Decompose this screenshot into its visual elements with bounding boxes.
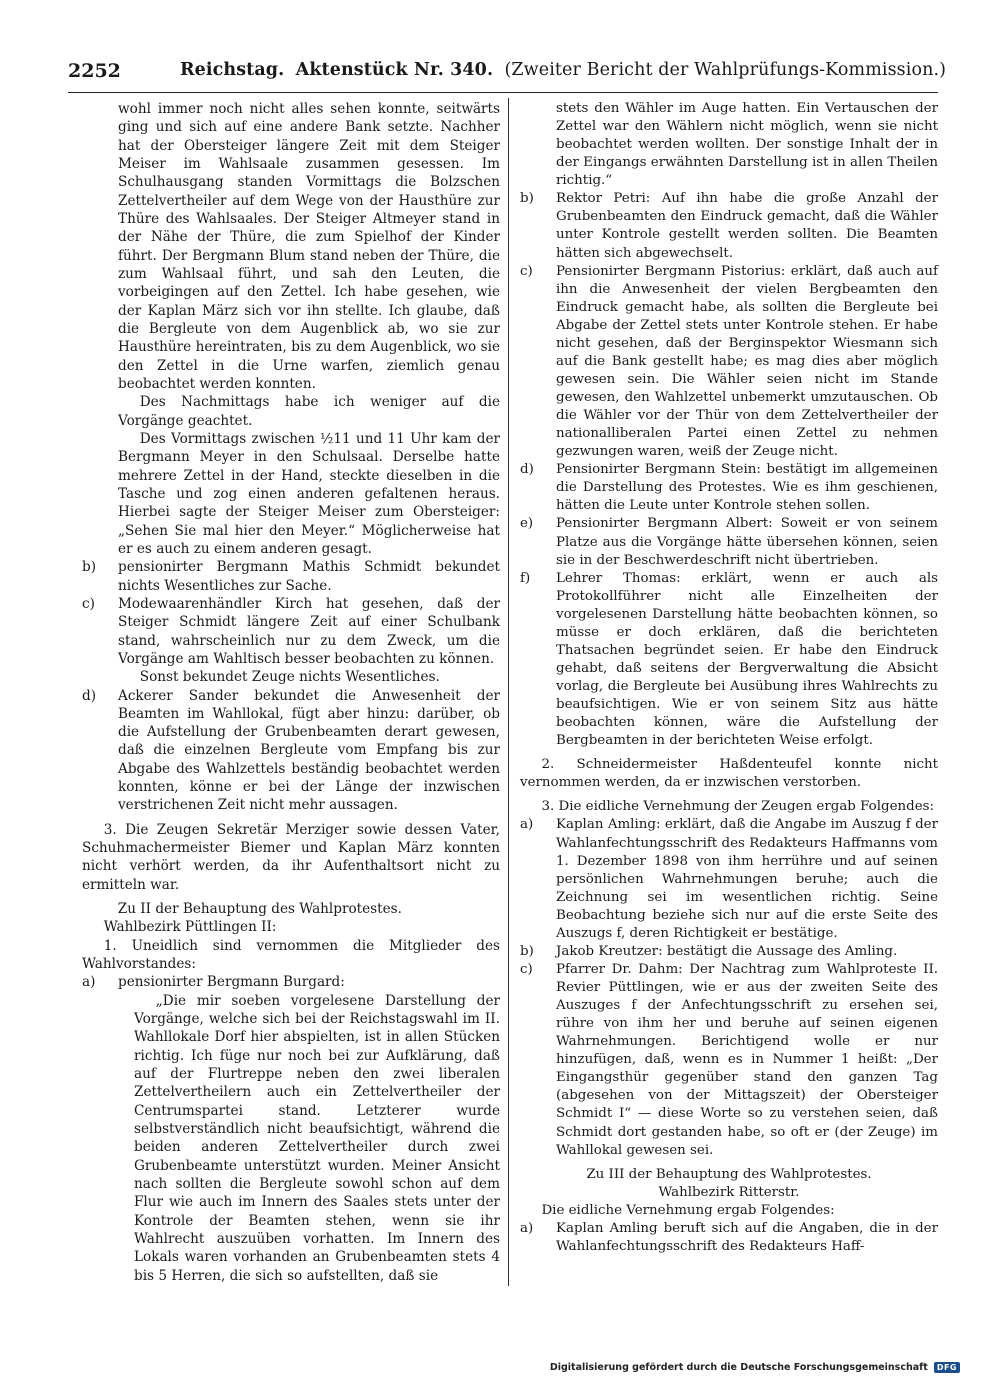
list-text: Pfarrer Dr. Dahm: Der Nachtrag zum Wahlproteste II. Revier Püttlingen, wie er aus der zweiten Seite des Auszuges f der Anfechtungsschrift zu ersehen sei, rühre von ihm her und beruhe auf seinen eigenen Wahrnehmungen. Berichtigend wolle er nur hinzufügen, daß, wenn es in Nummer 1 heißt: „Der Eingangsthür gegenüber stand den ganzen Tag (abgesehen von der Mittagszeit) der Obersteiger Schmidt I“ — diese Worte so zu verstehen seien, daß Schmidt dort gestanden habe, so oft er (der Zeuge) im Wahllokal gewesen sei. [556,961,938,1158]
list-item [82,973,500,991]
list-marker: a) [520,1220,534,1236]
quotation-continued: stets den Wähler im Auge hatten. Ein Vertauschen der Zettel war den Wählern nicht möglich, wenn sie nicht beobachtet werden wollten. Der sonstige Inhalt der in der Eingangs erwähnten Darstellung ist in allen Theilen richtig.“ [556,101,938,189]
right-column [520,100,938,1256]
paragraph: Des Nachmittags habe ich weniger auf die Vorgänge geachtet. [118,394,500,429]
running-head-document: Aktenstück Nr. 340. [295,60,494,80]
list-text: Rektor Petri: Auf ihn habe die große Anzahl der Grubenbeamten den Eindruck gemacht, daß die Wähler unter Kontrole gestellt werden sollten. Die Beamten hätten sich abgewechselt. [556,191,938,261]
list-marker: d) [82,687,97,704]
list-item [520,190,938,262]
section-subheading: Wahlbezirk Ritterstr. [658,1184,800,1200]
list-marker: b) [520,943,534,959]
paragraph: Die eidliche Vernehmung ergab Folgendes: [541,1202,835,1218]
list-marker: d) [520,462,534,478]
list-marker: a) [82,974,96,991]
running-head-subtitle: (Zweiter Bericht der Wahlprüfungs-Kommission.) [504,60,947,80]
list-item [520,570,938,751]
paragraph: Sonst bekundet Zeuge nichts Wesentliches. [139,669,440,686]
header-rule [68,92,938,93]
list-item [520,1220,938,1256]
list-marker: e) [520,516,534,532]
paragraph: Des Vormittags zwischen ½11 und 11 Uhr kam der Bergmann Meyer in den Schulsaal. Derselbe hatte mehrere Zettel in der Hand, steckte dieselben in die Tasche und zog einen anderen gefaltenen heraus. Hierbei sagte der Steiger Meiser zum Obersteiger: „Sehen Sie mal hier den Meyer.“ Möglicherweise hat er es auch zu einem anderen gesagt. [118,430,500,557]
list-item [520,263,938,462]
list-item [520,816,938,942]
list-text: Modewaarenhändler Kirch hat gesehen, daß der Steiger Schmidt längere Zeit auf einer Schulbank stand, wahrscheinlich nur zu dem Zweck, um die Vorgänge am Wahltisch besser beobachten zu können. [118,595,500,667]
list-text: Ackerer Sander bekundet die Anwesenheit der Beamten im Wahllokal, fügt aber hinzu: darüber, ob die Aufstellung der Grubenbeamten derart gewesen, daß die einzelnen Bergleute vom Empfang bis zur Abgabe des Wahlzettels beständig beobachtet werden konnten, könne er bei der Länge der inzwischen verstrichenen Zeit nicht mehr aussagen. [118,687,500,814]
list-item [82,595,500,668]
list-marker: a) [520,817,534,833]
list-marker: c) [520,961,533,977]
section-heading: Zu II der Behauptung des Wahlprotestes. [117,901,402,918]
paragraph: 2. Schneidermeister Haßdenteufel konnte nicht vernommen werden, da er inzwischen verstorben. [520,757,938,791]
list-text: pensionirter Bergmann Burgard: [118,974,345,991]
list-item [520,515,938,569]
credit-text: Digitalisierung gefördert durch die Deutsche Forschungsgemeinschaft [549,1362,928,1373]
running-head [180,60,946,80]
section-heading: Zu III der Behauptung des Wahlprotestes. [586,1166,872,1182]
list-item [82,558,500,595]
list-text: pensionirter Bergmann Mathis Schmidt bekundet nichts Wesentliches zur Sache. [118,559,500,594]
list-text: Pensionirter Bergmann Pistorius: erklärt, daß auch auf ihn die Anwesenheit der vielen Bergbeamten den Eindruck gemacht habe, als sollten die Bergleute bei Abgabe der Zettel stets unter Kontrole stehen. Er habe nicht gesehen, daß der Berginspektor Wiesmann sich auf die Bank gestellt habe; es mag dies aber möglich gewesen sein. Die Wähler seien nicht im Stande gewesen, den Wahlzettel unbemerkt umzutauschen. Ob die Wähler vor der Thür von dem Zettelvertheiler der nationalliberalen Partei einen Zettel zu nehmen gezwungen waren, weiß der Zeuge nicht. [556,263,938,460]
list-text: Kaplan Amling: erklärt, daß die Angabe im Auszug f der Wahlanfechtungsschrift des Redakteurs Haffmanns vom 1. Dezember 1898 von ihm herrühre und auf seinen persönlichen Wahrnehmungen beruhe; auch die Zeichnung sei im wesentlichen richtig. Seine Beobachtung beziehe sich nur auf die erste Seite des Auszugs f, deren Richtigkeit er bestätige. [556,817,938,941]
quotation: „Die mir soeben vorgelesene Darstellung der Vorgänge, welche sich bei der Reichstagswahl im II. Wahllokale Dorf hier abspielten, ist in allen Stücken richtig. Ich füge nur noch bei zur Aufklärung, daß auf der Flurtreppe neben den zwei liberalen Zettelvertheilern auch ein Zettelvertheiler der Centrumspartei stand. Letzterer wurde selbstverständlich nicht beaufsichtigt, während die beiden anderen Zettelvertheiler durch zwei Grubenbeamte unterstützt wurden. Meiner Ansicht nach sollten die Bergleute sowohl schon auf dem Flur wie auch im Innern des Saales stets unter der Kontrole der Beamten stehen, wenn sie ihr Wahlrecht auszuüben vorhatten. Im Innern des Lokals waren vorhanden an Grubenbeamten stets 4 bis 5 Herren, die sich so aufstellten, daß sie [134,992,500,1284]
list-text: Jakob Kreutzer: bestätigt die Aussage des Amling. [556,943,898,959]
left-column [82,100,500,1285]
page-number: 2252 [68,60,121,82]
paragraph: 3. Die eidliche Vernehmung der Zeugen ergab Folgendes: [541,799,935,815]
list-marker: f) [520,570,531,586]
list-item [520,961,938,1160]
paragraph: wohl immer noch nicht alles sehen konnte, seitwärts ging und sich auf eine andere Bank setzte. Nachher hat der Obersteiger längere Zeit mit dem Steiger Meiser im Wahlsaale zusammen gesessen. Im Schulhausgang standen Vormittags die Bolzschen Zettelvertheiler auf dem Wege von der Hausthüre zur Thüre des Wahlsaales. Der Steiger Altmeyer stand in der Nähe der Thüre, die zum Spielhof der Kinder führt. Der Bergmann Blum stand neben der Thüre, die zum Wahlsaal führt, und sah den Leuten, die vorbeigingen auf den Zettel. Ich habe gesehen, wie der Kaplan März sich vor ihn stellte. Ich glaube, daß die Bergleute von dem Augenblick ab, wo sie zur Hausthüre hereintraten, bis zu dem Augenblick, wo sie den Zettel in die Urne warfen, ziemlich genau beobachtet werden konnten. [118,101,500,392]
list-text: Pensionirter Bergmann Albert: Soweit er von seinem Platze aus die Vorgänge hätte übersehen können, seien sie in der Beschwerdeschrift nicht übertrieben. [556,516,938,568]
section-subheading: Wahlbezirk Püttlingen II: [103,919,277,936]
list-marker: c) [82,595,95,612]
paragraph: 1. Uneidlich sind vernommen die Mitglieder des Wahlvorstandes: [82,937,500,973]
list-item [520,943,938,961]
list-item [520,461,938,515]
list-marker: b) [520,191,534,207]
list-text: Lehrer Thomas: erklärt, wenn er auch als Protokollführer nicht alle Einzelheiten der vorgelesenen Darstellung hätte beobachten können, so müsse er doch erklären, daß die berichteten Thatsachen begründet seien. Er habe den Eindruck gehabt, daß seitens der Bergverwaltung die Absicht vorlag, die Bergleute bei Ausübung ihres Wahlrechts zu beaufsichtigen. Wie er von seinem Sitz aus hätte beobachten können, wäre die Aufstellung der Bergbeamten in der berichteten Weise erfolgt. [556,570,938,749]
paragraph: 3. Die Zeugen Sekretär Merziger sowie dessen Vater, Schuhmachermeister Biemer und Kaplan März konnten nicht verhört werden, da ihr Aufenthaltsort nicht zu ermitteln war. [82,821,500,893]
column-divider [508,98,509,1286]
list-item [82,687,500,815]
digitization-credit [550,1362,960,1373]
list-text: Pensionirter Bergmann Stein: bestätigt im allgemeinen die Darstellung des Protestes. Wie es ihm geschienen, hätten die Leute unter Kontrole stehen sollen. [556,462,938,514]
list-marker: b) [82,559,97,576]
dfg-logo-icon: DFG [934,1362,960,1373]
list-text: Kaplan Amling beruft sich auf die Angaben, die in der Wahlanfechtungsschrift des Redakteurs Haff- [556,1220,938,1254]
page-header [68,56,947,92]
running-head-title: Reichstag. [180,60,285,80]
list-marker: c) [520,263,533,279]
